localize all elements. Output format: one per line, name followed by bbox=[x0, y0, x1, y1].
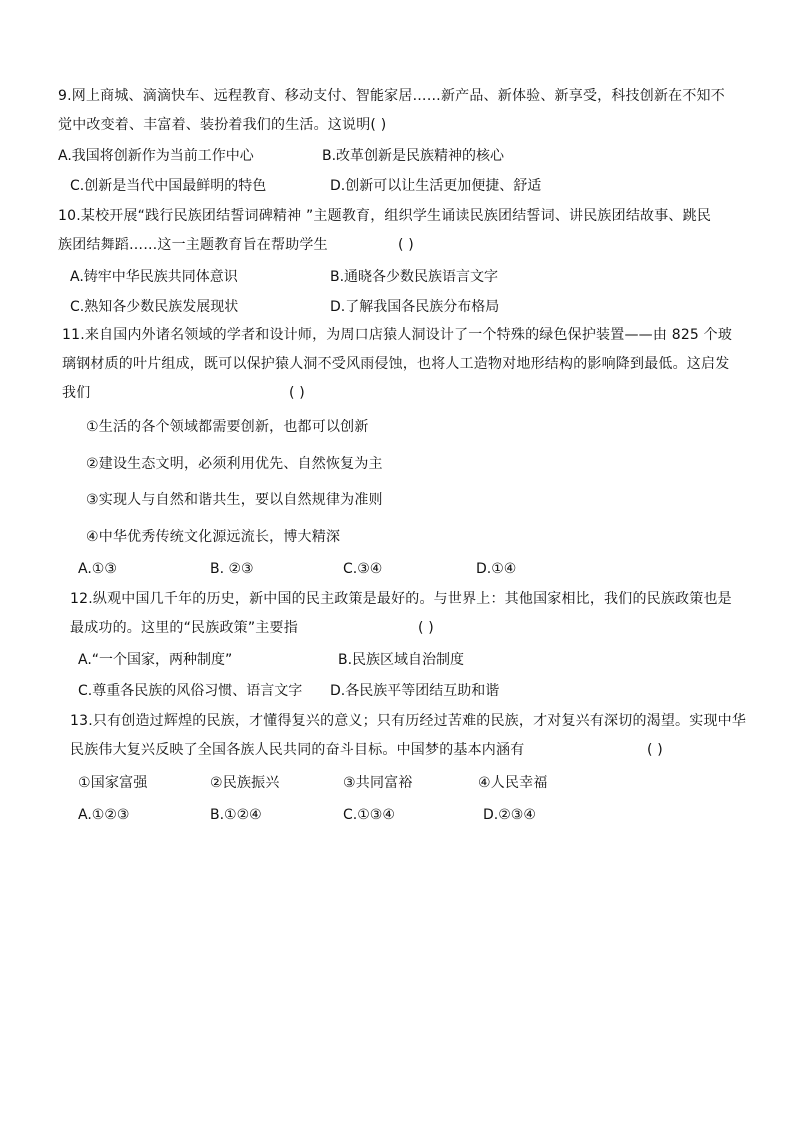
q11-stem-line3: 我们 bbox=[62, 385, 91, 401]
q10-option-a: A.铸牢中华民族共同体意识 bbox=[70, 269, 238, 285]
q13-stem-line1: 13.只有创造过辉煌的民族，才懂得复兴的意义；只有历经过苦难的民族，才对复兴有深切的渴望。实现中华 bbox=[70, 713, 747, 729]
q12-option-a: A.“一个国家，两种制度” bbox=[78, 652, 233, 668]
q10-option-c: C.熟知各少数民族发展现状 bbox=[70, 299, 239, 315]
q12-option-b: B.民族区域自治制度 bbox=[338, 652, 465, 668]
q11-statement-2: ②建设生态文明，必须利用优先、自然恢复为主 bbox=[86, 456, 383, 472]
q13-statement-3: ③共同富裕 bbox=[343, 775, 413, 791]
q11-option-b: B. ②③ bbox=[210, 561, 254, 577]
q11-option-a: A.①③ bbox=[78, 561, 117, 577]
q11-answer-paren: ( ) bbox=[289, 385, 305, 401]
q13-option-a: A.①②③ bbox=[78, 807, 130, 823]
q9-option-b: B.改革创新是民族精神的核心 bbox=[322, 148, 505, 164]
q9-option-d: D.创新可以让生活更加便捷、舒适 bbox=[330, 178, 542, 194]
q12-answer-paren: ( ) bbox=[418, 620, 434, 636]
q13-statement-2: ②民族振兴 bbox=[210, 775, 280, 791]
q12-option-c: C.尊重各民族的风俗习惯、语言文字 bbox=[78, 683, 303, 699]
q11-statement-1: ①生活的各个领域都需要创新，也都可以创新 bbox=[86, 419, 369, 435]
q13-option-c: C.①③④ bbox=[343, 807, 395, 823]
q11-stem-line1: 11.来自国内外诸名领域的学者和设计师，为周口店猿人洞设计了一个特殊的绿色保护装置——由 825 个玻 bbox=[62, 327, 733, 343]
q11-option-d: D.①④ bbox=[476, 561, 517, 577]
q10-option-b: B.通晓各少数民族语言文字 bbox=[330, 269, 499, 285]
q11-stem-line2: 璃钢材质的叶片组成，既可以保护猿人洞不受风雨侵蚀，也将人工造物对地形结构的影响降到最低。这启发 bbox=[62, 356, 730, 372]
q10-option-d: D.了解我国各民族分布格局 bbox=[330, 299, 500, 315]
q10-stem-line1: 10.某校开展“践行民族团结誓词碑精神 ”主题教育，组织学生诵读民族团结誓词、讲民族团结故事、跳民 bbox=[58, 208, 712, 224]
q13-answer-paren: ( ) bbox=[647, 742, 663, 758]
q13-stem-line2: 民族伟大复兴反映了全国各族人民共同的奋斗目标。中国梦的基本内涵有 bbox=[70, 742, 525, 758]
q13-statement-4: ④人民幸福 bbox=[478, 775, 548, 791]
q10-answer-paren: ( ) bbox=[398, 237, 414, 253]
q11-option-c: C.③④ bbox=[343, 561, 383, 577]
q13-option-d: D.②③④ bbox=[483, 807, 536, 823]
q12-stem-line1: 12.纵观中国几千年的历史，新中国的民主政策是最好的。与世界上：其他国家相比，我们的民族政策也是 bbox=[70, 591, 732, 607]
q10-stem-line2: 族团结舞蹈……这一主题教育旨在帮助学生 bbox=[58, 237, 328, 253]
q9-stem-line1: 9.网上商城、滴滴快车、远程教育、移动支付、智能家居……新产品、新体验、新享受，科技创新在不知不 bbox=[58, 88, 725, 104]
q11-statement-3: ③实现人与自然和谐共生，要以自然规律为准则 bbox=[86, 492, 383, 508]
q9-option-c: C.创新是当代中国最鲜明的特色 bbox=[70, 178, 267, 194]
q12-stem-line2: 最成功的。这里的“民族政策”主要指 bbox=[70, 620, 298, 636]
q9-stem-line2: 觉中改变着、丰富着、装扮着我们的生活。这说明( ) bbox=[58, 117, 387, 133]
q13-statement-1: ①国家富强 bbox=[78, 775, 148, 791]
q11-statement-4: ④中华优秀传统文化源远流长，博大精深 bbox=[86, 529, 341, 545]
q9-option-a: A.我国将创新作为当前工作中心 bbox=[58, 148, 254, 164]
q12-option-d: D.各民族平等团结互助和谐 bbox=[330, 683, 500, 699]
q13-option-b: B.①②④ bbox=[210, 807, 262, 823]
